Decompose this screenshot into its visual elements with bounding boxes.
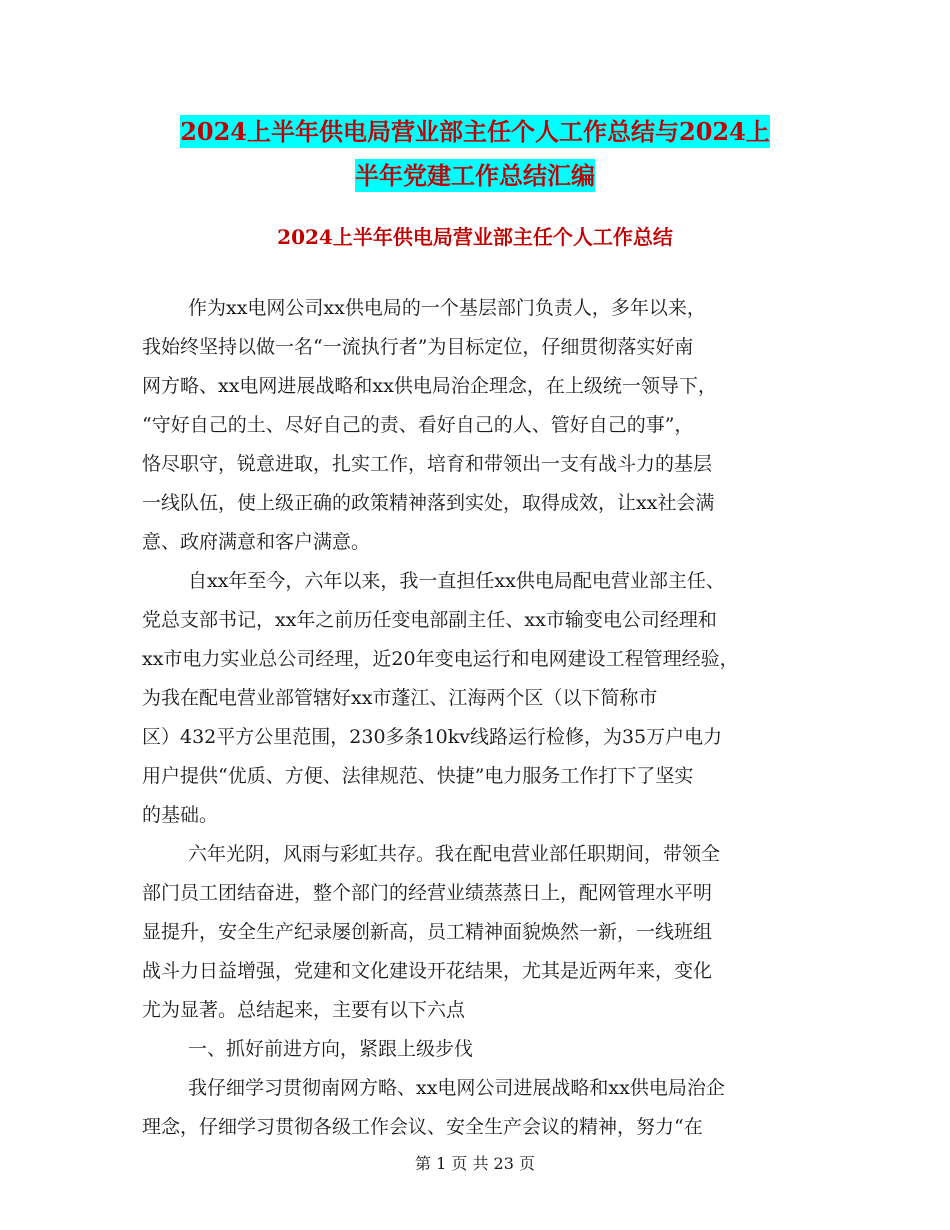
paragraph-line: “守好自己的土、尽好自己的责、看好自己的人、管好自己的事”，	[142, 414, 694, 436]
page-footer: 第 1 页 共 23 页	[415, 1154, 535, 1173]
paragraph-line: 我仔细学习贯彻南网方略、xx电网公司进展战略和xx供电局治企	[188, 1077, 725, 1099]
paragraph-line: 恪尽职守，锐意进取，扎实工作，培育和带领出一支有战斗力的基层	[142, 453, 713, 475]
paragraph-line: 意、政府满意和客户满意。	[142, 531, 371, 553]
paragraph-line: 自xx年至今，六年以来，我一直担任xx供电局配电营业部主任、	[188, 570, 725, 592]
document-title-line-1	[100, 108, 850, 156]
paragraph-line: 一线队伍，使上级正确的政策精神落到实处，取得成效，让xx社会满	[142, 492, 715, 514]
title-highlight-2: 半年党建工作总结汇编	[355, 161, 595, 190]
paragraph-line: 理念，仔细学习贯彻各级工作会议、安全生产会议的精神，努力“在	[142, 1116, 703, 1138]
paragraph-line: 战斗力日益增强，党建和文化建设开花结果，尤其是近两年来，变化	[142, 960, 713, 982]
paragraph-line: 的基础。	[142, 804, 219, 826]
paragraph-line: 区）432平方公里范围，230多条10kv线路运行检修，为35万户电力	[142, 726, 723, 748]
section-title: 2024上半年供电局营业部主任个人工作总结	[277, 225, 673, 249]
paragraph-line: 我始终坚持以做一名“一流执行者”为目标定位，仔细贯彻落实好南	[142, 336, 694, 358]
paragraph-line: 为我在配电营业部管辖好xx市蓬江、江海两个区（以下简称市	[142, 687, 658, 709]
paragraph-line: 用户提供“优质、方便、法律规范、快捷”电力服务工作打下了坚实	[142, 765, 694, 787]
section-heading-line: 一、抓好前进方向，紧跟上级步伐	[188, 1038, 474, 1060]
paragraph-line: 作为xx电网公司xx供电局的一个基层部门负责人，多年以来，	[188, 297, 706, 319]
paragraph-line: 部门员工团结奋进，整个部门的经营业绩蒸蒸日上，配网管理水平明	[142, 882, 713, 904]
paragraph-line: 显提升，安全生产纪录屡创新高，员工精神面貌焕然一新，一线班组	[142, 921, 713, 943]
document-title-line-2	[100, 152, 850, 200]
paragraph-line: 网方略、xx电网进展战略和xx供电局治企理念，在上级统一领导下，	[142, 375, 717, 397]
title-highlight-1: 2024上半年供电局营业部主任个人工作总结与2024上	[180, 117, 770, 146]
paragraph-line: 党总支部书记，xx年之前历任变电部副主任、xx市输变电公司经理和	[142, 609, 717, 631]
paragraph-line: 六年光阴，风雨与彩虹共存。我在配电营业部任职期间，带领全	[188, 843, 721, 865]
paragraph-line: 尤为显著。总结起来，主要有以下六点	[142, 999, 466, 1021]
paragraph-line: xx市电力实业总公司经理，近20年变电运行和电网建设工程管理经验，	[142, 648, 739, 670]
